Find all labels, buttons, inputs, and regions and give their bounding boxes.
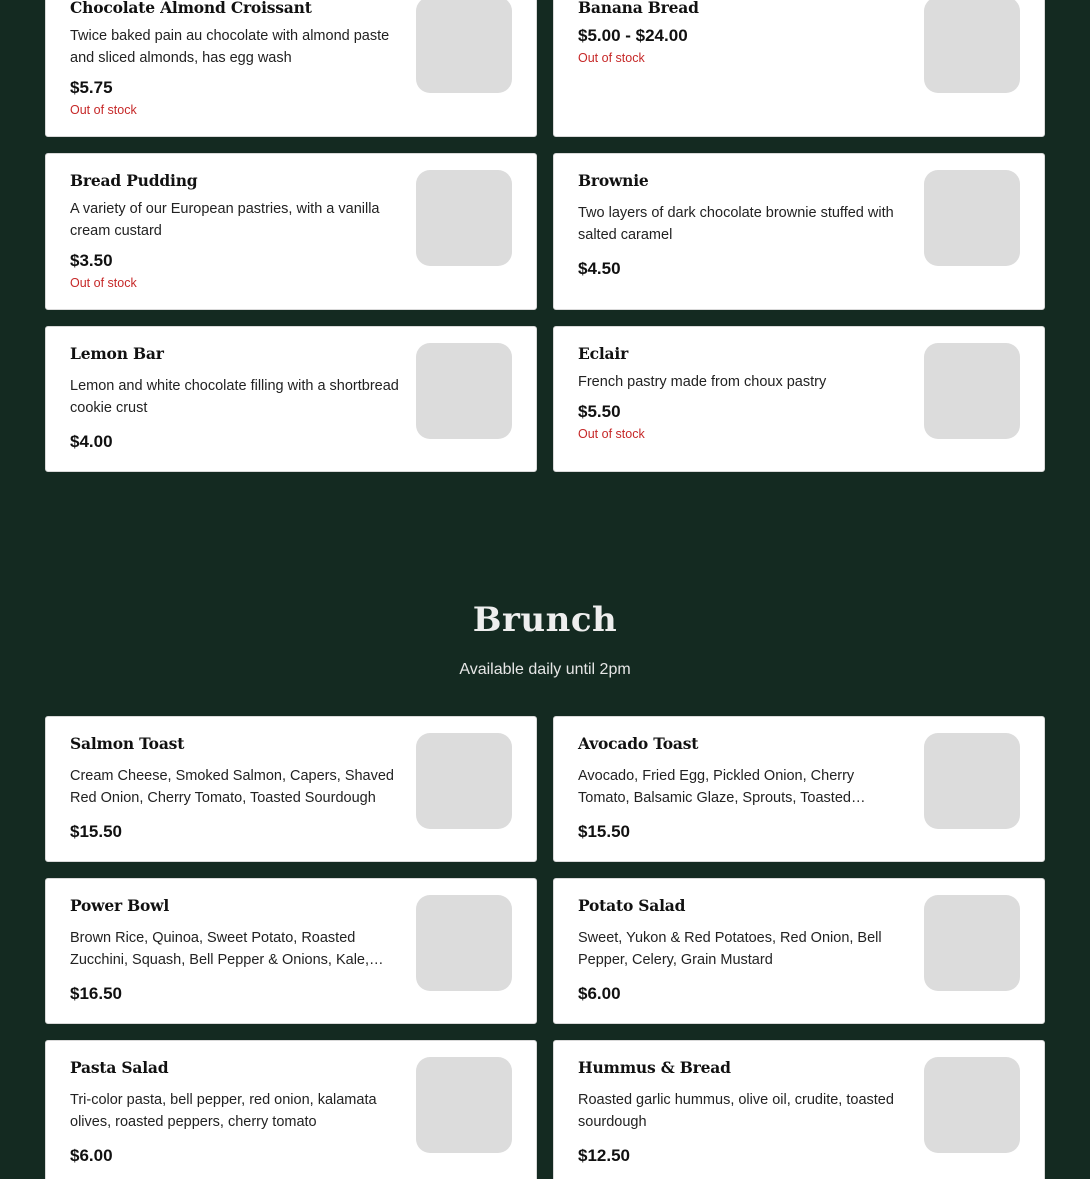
menu-item-description: French pastry made from choux pastry <box>578 374 827 390</box>
menu-item-price: $15.50 <box>578 822 630 841</box>
menu-item-price: $5.00 - $24.00 <box>578 26 688 45</box>
section-title: Brunch <box>472 600 618 640</box>
menu-item-image <box>924 170 1020 266</box>
menu-item-title: Lemon Bar <box>70 344 164 363</box>
pastry-items-grid <box>45 0 1045 472</box>
menu-item-price: $5.50 <box>578 402 621 421</box>
menu-item-text <box>578 343 908 442</box>
menu-item-title: Banana Bread <box>578 0 699 17</box>
menu-item-description: A variety of our European pastries, with a vanilla cream custard <box>70 201 380 239</box>
menu-item-description: Tri-color pasta, bell pepper, red onion, kalamata olives, roasted peppers, cherry tomato <box>70 1092 377 1130</box>
menu-item-image <box>924 733 1020 829</box>
menu-item-card[interactable] <box>553 716 1045 862</box>
menu-item-description: Twice baked pain au chocolate with almond paste and sliced almonds, has egg wash <box>70 28 390 66</box>
menu-item-image <box>416 1057 512 1153</box>
menu-item-price: $15.50 <box>70 822 122 841</box>
menu-item-card[interactable] <box>553 1040 1045 1179</box>
menu-item-description: Roasted garlic hummus, olive oil, crudite, toasted sourdough <box>578 1092 894 1130</box>
menu-item-title: Brownie <box>578 171 649 190</box>
brunch-items-grid <box>45 716 1045 1179</box>
menu-item-card[interactable] <box>45 153 537 310</box>
section-subtitle: Available daily until 2pm <box>459 661 631 678</box>
menu-item-price: $12.50 <box>578 1146 630 1165</box>
menu-item-text <box>70 170 400 291</box>
menu-item-description: Sweet, Yukon & Red Potatoes, Red Onion, Bell Pepper, Celery, Grain Mustard <box>578 930 882 968</box>
out-of-stock-label: Out of stock <box>70 276 137 290</box>
menu-item-text <box>70 343 400 453</box>
menu-item-title: Bread Pudding <box>70 171 198 190</box>
menu-item-price: $6.00 <box>578 984 621 1003</box>
menu-item-text <box>70 895 400 1005</box>
menu-item-text <box>578 1057 908 1167</box>
menu-item-card[interactable] <box>45 1040 537 1179</box>
menu-item-card[interactable] <box>553 326 1045 472</box>
menu-item-description: Two layers of dark chocolate brownie stuffed with salted caramel <box>578 205 894 243</box>
out-of-stock-label: Out of stock <box>70 103 137 117</box>
out-of-stock-label: Out of stock <box>578 427 645 441</box>
menu-item-card[interactable] <box>45 878 537 1024</box>
menu-item-image <box>924 343 1020 439</box>
menu-item-price: $3.50 <box>70 251 113 270</box>
menu-item-image <box>416 343 512 439</box>
menu-item-description: Lemon and white chocolate filling with a shortbread cookie crust <box>70 378 399 416</box>
menu-item-image <box>416 895 512 991</box>
menu-item-card[interactable] <box>553 878 1045 1024</box>
menu-item-image <box>416 170 512 266</box>
menu-item-description: Avocado, Fried Egg, Pickled Onion, Cherry Tomato, Balsamic Glaze, Sprouts, Toasted <box>578 768 855 806</box>
menu-item-price: $16.50 <box>70 984 122 1003</box>
menu-item-image <box>416 733 512 829</box>
menu-item-title: Chocolate Almond Croissant <box>70 0 312 17</box>
menu-item-title: Avocado Toast <box>578 734 699 753</box>
menu-item-title: Potato Salad <box>578 896 686 915</box>
menu-item-image <box>416 0 512 93</box>
menu-item-title: Power Bowl <box>70 896 170 915</box>
menu-item-price: $6.00 <box>70 1146 113 1165</box>
menu-item-title: Pasta Salad <box>70 1058 169 1077</box>
menu-item-card[interactable] <box>45 326 537 472</box>
menu-item-text <box>70 1057 400 1167</box>
menu-item-text <box>578 895 908 1005</box>
menu-item-card[interactable] <box>45 0 537 137</box>
menu-item-title: Eclair <box>578 344 629 363</box>
menu-item-title: Hummus & Bread <box>578 1058 731 1077</box>
menu-item-text <box>578 170 908 280</box>
menu-item-description: Cream Cheese, Smoked Salmon, Capers, Shaved Red Onion, Cherry Tomato, Toasted Sourdough <box>70 768 394 806</box>
menu-item-text <box>578 733 908 843</box>
menu-item-text <box>70 0 400 118</box>
menu-item-card[interactable] <box>45 716 537 862</box>
menu-item-price: $4.00 <box>70 432 113 451</box>
menu-item-image <box>924 895 1020 991</box>
out-of-stock-label: Out of stock <box>578 51 645 65</box>
menu-item-image <box>924 0 1020 93</box>
menu-item-text <box>578 0 908 66</box>
menu-item-card[interactable] <box>553 153 1045 310</box>
menu-item-card[interactable] <box>553 0 1045 137</box>
menu-item-price: $4.50 <box>578 259 621 278</box>
menu-item-title: Salmon Toast <box>70 734 185 753</box>
menu-item-image <box>924 1057 1020 1153</box>
menu-item-description: Brown Rice, Quinoa, Sweet Potato, Roasted Zucchini, Squash, Bell Pepper & Onions, Kale, <box>70 930 370 968</box>
menu-item-price: $5.75 <box>70 78 113 97</box>
menu-item-text <box>70 733 400 843</box>
